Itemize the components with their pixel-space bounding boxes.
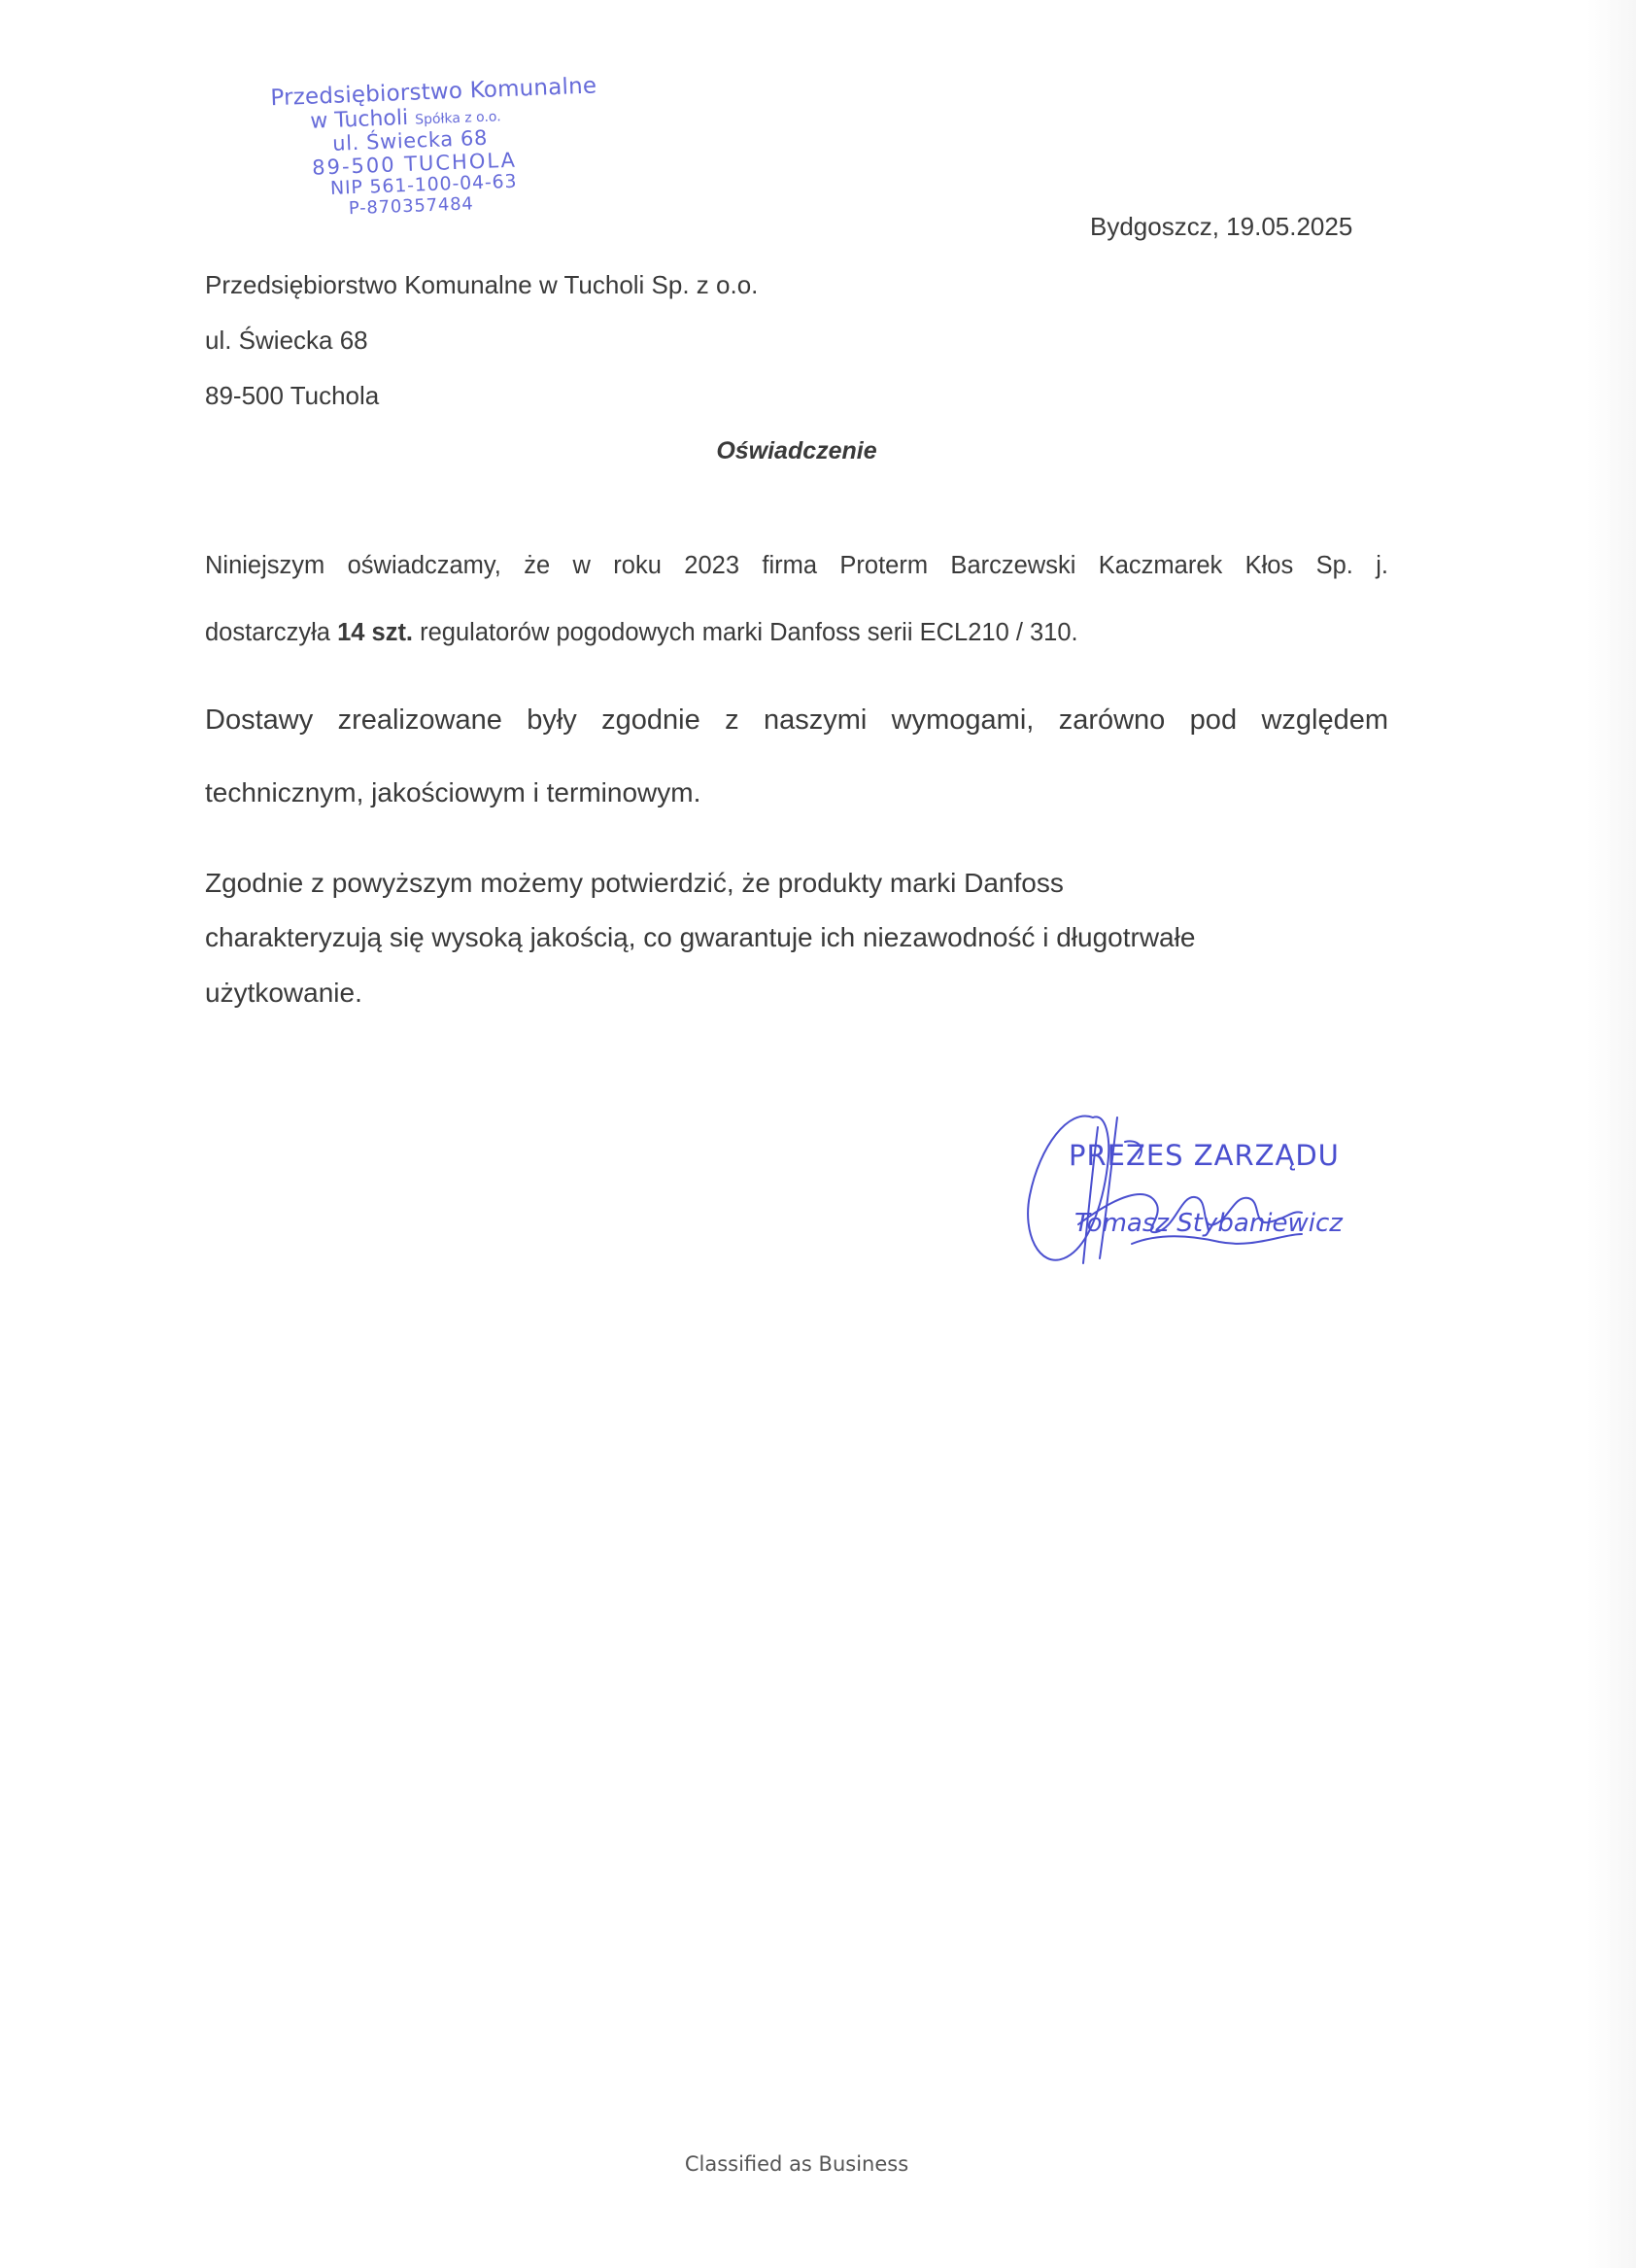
signature-block [1010,1088,1418,1283]
recipient-city: 89-500 Tuchola [205,381,380,410]
stamp-line-city: 89-500 TUCHOLA [311,148,518,180]
company-stamp [253,74,607,223]
document-date: Bydgoszcz, 19.05.2025 [1090,212,1353,241]
recipient-street: ul. Świecka 68 [205,326,368,355]
paragraph-2-line-2: technicznym, jakościowym i terminowym. [205,777,701,808]
stamp-line-company: Przedsiębiorstwo Komunalne [269,73,597,112]
paragraph-1-line-2 [205,619,1388,647]
quantity-bold: 14 szt. [337,619,414,646]
paragraph-3-line-3: użytkowanie. [205,978,362,1008]
paragraph-1-prefix: dostarczyła [205,619,338,646]
stamp-town: w Tucholi [309,105,409,134]
paragraph-1-suffix: regulatorów pogodowych marki Danfoss serii ECL210 / 310. [413,619,1078,646]
paragraph-2-line-1: Dostawy zrealizowane były zgodnie z naszymi wymogami, zarówno pod względem [205,704,1388,736]
document-title: Oświadczenie [716,437,877,464]
classification-footer: Classified as Business [684,2152,909,2176]
signature-title: PREZES ZARZĄDU [1069,1139,1340,1172]
stamp-line-street: ul. Świecka 68 [331,126,489,156]
paragraph-1-line-1: Niniejszym oświadczamy, że w roku 2023 firma Proterm Barczewski Kaczmarek Kłos Sp. j. [205,552,1388,579]
recipient-name: Przedsiębiorstwo Komunalne w Tucholi Sp. z o.o. [205,270,759,299]
paragraph-3-line-1: Zgodnie z powyższym możemy potwierdzić, że produkty marki Danfoss [205,868,1064,898]
stamp-line-nip: NIP 561-100-04-63 [329,171,518,200]
signature-name: Tomasz Stybaniewicz [1074,1209,1343,1238]
stamp-line-registry: P-870357484 [348,193,474,219]
stamp-company-type: Spółka z o.o. [414,108,501,128]
paragraph-3-line-2: charakteryzują się wysoką jakością, co gwarantuje ich niezawodność i długotrwałe [205,922,1196,952]
handwritten-signature [1010,1088,1418,1283]
